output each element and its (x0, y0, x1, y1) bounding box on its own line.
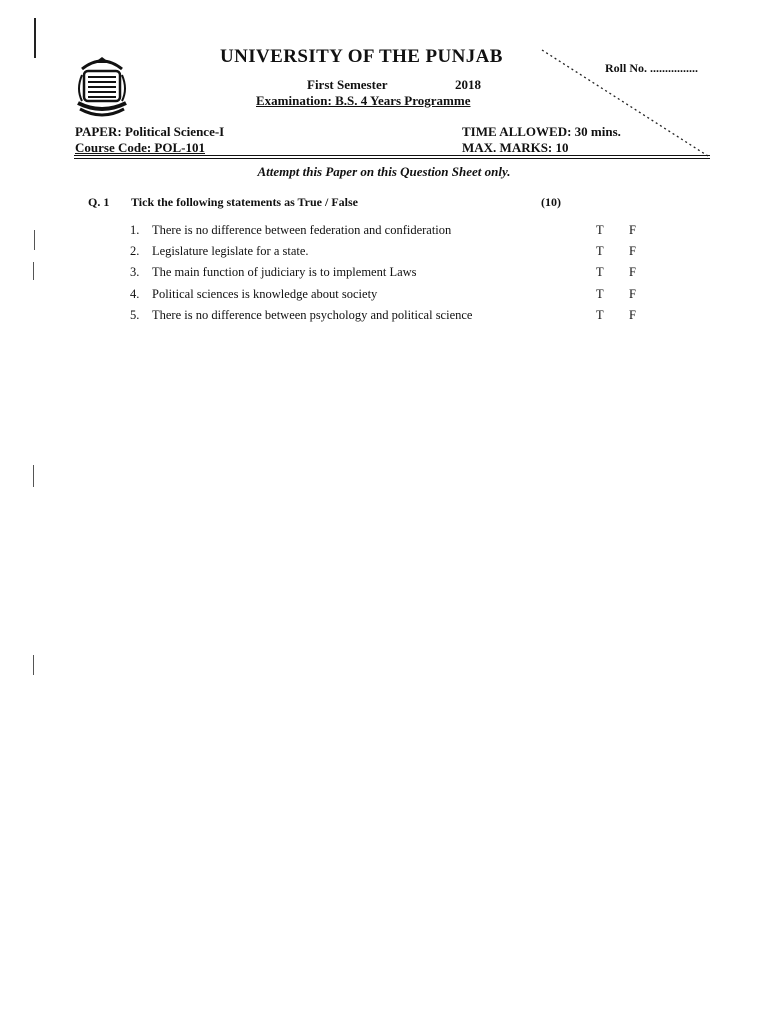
statement-text: There is no difference between psychology and political science (152, 308, 473, 322)
semester-label: First Semester (307, 77, 388, 92)
scan-mark (33, 465, 34, 487)
statement-number: 4. (130, 287, 140, 301)
question-number: Q. 1 (88, 195, 110, 209)
statement-row (130, 223, 451, 238)
roll-number-field[interactable]: Roll No. ................ (605, 61, 698, 75)
course-code: Course Code: POL-101 (75, 140, 205, 155)
statement-row (130, 244, 309, 259)
statement-number: 1. (130, 223, 140, 237)
scan-mark (34, 230, 35, 250)
true-option[interactable]: T (596, 244, 604, 258)
statement-text: Political sciences is knowledge about society (152, 287, 378, 301)
statement-text: Legislature legislate for a state. (152, 244, 309, 258)
scan-mark (33, 655, 34, 675)
university-crest-icon (74, 55, 130, 123)
exam-year: 2018 (455, 77, 481, 92)
scan-mark (33, 262, 34, 280)
header-rule-top (74, 155, 710, 156)
statement-row (130, 287, 377, 302)
statement-text: There is no difference between federation and confideration (152, 223, 452, 237)
statement-number: 5. (130, 308, 140, 322)
question-marks: (10) (541, 195, 561, 209)
header-rule-bottom (74, 158, 710, 159)
examination-title: Examination: B.S. 4 Years Programme (256, 93, 471, 108)
time-allowed: TIME ALLOWED: 30 mins. (462, 124, 621, 139)
max-marks: MAX. MARKS: 10 (462, 140, 569, 155)
false-option[interactable]: F (629, 265, 636, 279)
university-title: UNIVERSITY OF THE PUNJAB (220, 46, 503, 67)
false-option[interactable]: F (629, 287, 636, 301)
statement-number: 2. (130, 244, 140, 258)
false-option[interactable]: F (629, 308, 636, 322)
paper-title: PAPER: Political Science-I (75, 124, 225, 139)
scan-mark (34, 18, 36, 58)
true-option[interactable]: T (596, 308, 604, 322)
statement-number: 3. (130, 265, 140, 279)
statement-row (130, 308, 472, 323)
true-option[interactable]: T (596, 223, 604, 237)
statement-text: The main function of judiciary is to implement Laws (152, 265, 417, 279)
statement-row (130, 265, 417, 280)
false-option[interactable]: F (629, 244, 636, 258)
instruction-text: Attempt this Paper on this Question Sheet only. (257, 164, 511, 179)
true-option[interactable]: T (596, 287, 604, 301)
true-option[interactable]: T (596, 265, 604, 279)
question-text: Tick the following statements as True / False (131, 195, 358, 209)
false-option[interactable]: F (629, 223, 636, 237)
